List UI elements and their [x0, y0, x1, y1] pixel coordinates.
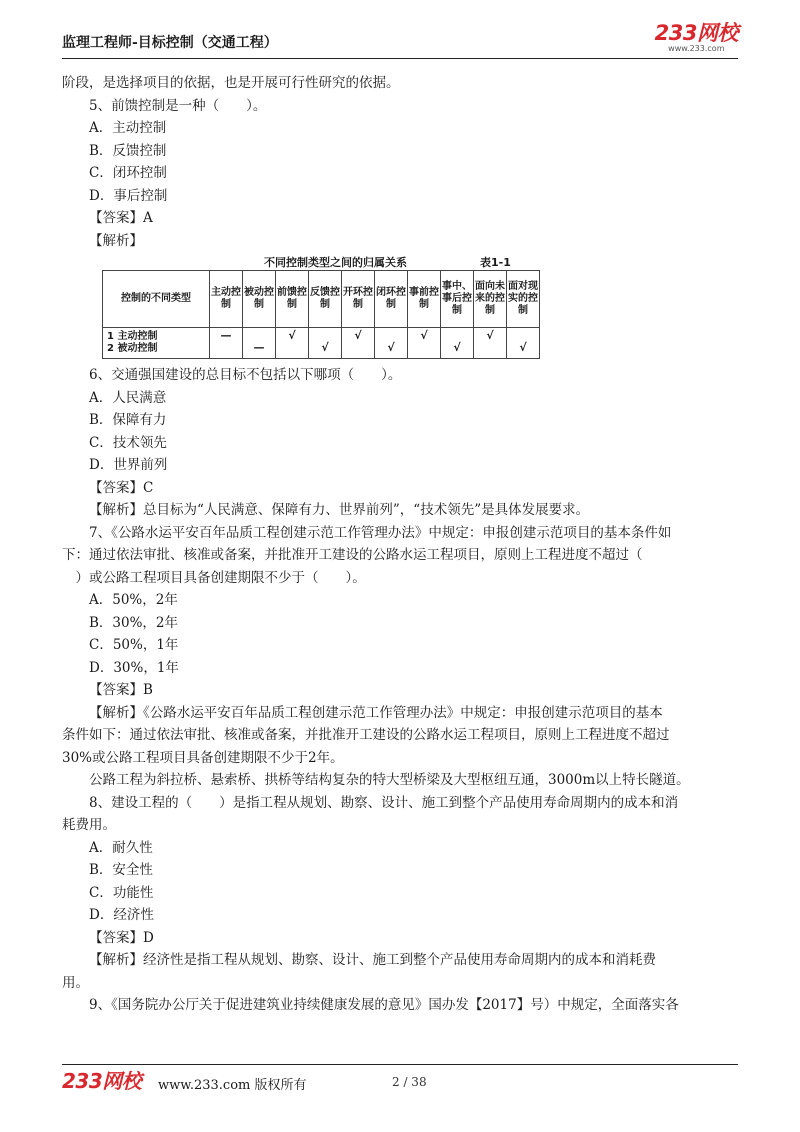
table-header-cell: 闭环控制	[375, 271, 408, 328]
mark: —	[253, 341, 265, 354]
answer: 【答案】C	[89, 479, 154, 496]
mark: —	[220, 329, 232, 342]
analysis-cont: 30%或公路工程项目具备创建期限不少于2年。	[62, 749, 344, 766]
option-d: D．事后控制	[89, 187, 168, 204]
mark: √	[486, 329, 494, 342]
table-cell	[243, 328, 276, 359]
option-d: D．经济性	[89, 907, 154, 923]
table-cell	[375, 328, 408, 359]
table-header-cell: 事中、事后控制	[441, 271, 474, 328]
table-cell	[507, 328, 540, 359]
option-a: A．人民满意	[89, 389, 167, 406]
table-header-cell: 面向未来的控制	[474, 271, 507, 328]
text-line: 阶段，是选择项目的依据，也是开展可行性研究的依据。	[62, 75, 400, 91]
mark: √	[387, 341, 395, 354]
mark: √	[519, 341, 527, 354]
table-cell	[342, 328, 375, 359]
question-9: 9、《国务院办公厅关于促进建筑业持续健康发展的意见》国办发【2017】号）中规定，全面落实各	[89, 997, 679, 1013]
row-labels	[103, 328, 210, 359]
analysis-cont: 用。	[62, 974, 89, 991]
option-a: A．耐久性	[89, 839, 153, 856]
header-divider	[62, 58, 738, 59]
option-b: B．保障有力	[89, 412, 167, 428]
control-types-figure	[62, 252, 738, 364]
table-header-cell: 控制的不同类型	[103, 271, 210, 328]
option-c: C．功能性	[89, 884, 154, 901]
header-title: 监理工程师-目标控制（交通工程）	[62, 35, 278, 51]
mark: √	[420, 329, 428, 342]
question-7: 7、《公路水运平安百年品质工程创建示范工作管理办法》中规定：申报创建示范项目的基本条件如	[89, 524, 672, 541]
question-7-cont: ）或公路工程项目具备创建期限不少于（ ）。	[62, 569, 366, 586]
footer-divider	[62, 1064, 738, 1065]
analysis: 【解析】《公路水运平安百年品质工程创建示范工作管理办法》中规定：申报创建示范项目的基本	[89, 704, 663, 721]
question-8-cont: 耗费用。	[62, 817, 116, 833]
logo-url: www.233.com	[668, 44, 725, 53]
analysis: 【解析】总目标为“人民满意、保障有力、世界前列”，“技术领先”是具体发展要求。	[89, 502, 590, 518]
row-label: 1 主动控制	[107, 331, 158, 342]
analysis-label: 【解析】	[89, 232, 143, 249]
answer: 【答案】B	[89, 682, 153, 698]
option-b: B．安全性	[89, 862, 153, 878]
table-header-cell: 面对现实的控制	[507, 271, 540, 328]
analysis: 【解析】经济性是指工程从规划、勘察、设计、施工到整个产品使用寿命周期内的成本和消耗费	[89, 952, 656, 968]
table-cell	[441, 328, 474, 359]
table-header-cell: 前馈控制	[276, 271, 309, 328]
table-cell	[309, 328, 342, 359]
option-c: C．技术领先	[89, 434, 167, 451]
brand-logo	[655, 22, 738, 53]
question-7-cont: 下：通过依法审批、核准或备案，并批准开工建设的公路水运工程项目，原则上工程进度不超过（	[62, 547, 643, 563]
table-cell	[276, 328, 309, 359]
answer: 【答案】D	[89, 929, 154, 946]
logo-text: 233网校	[654, 21, 738, 45]
table-row	[103, 328, 540, 359]
footer-logo: 233网校	[62, 1069, 142, 1093]
page-footer	[62, 1070, 738, 1092]
analysis-cont: 条件如下：通过依法审批、核准或备案，并批准开工建设的公路水运工程项目，原则上工程进度不超过	[62, 727, 670, 743]
document-body	[62, 72, 738, 1017]
table-header-cell: 开环控制	[342, 271, 375, 328]
option-c: C．闭环控制	[89, 165, 167, 181]
answer: 【答案】A	[89, 210, 153, 226]
option-c: C．50%，1年	[89, 637, 179, 653]
table-header-cell: 主动控制	[210, 271, 243, 328]
note: 公路工程为斜拉桥、悬索桥、拱桥等结构复杂的特大型桥梁及大型枢纽互通，3000m以上特长隧道。	[89, 772, 690, 788]
row-label: 2 被动控制	[107, 343, 158, 354]
mark: √	[321, 341, 329, 354]
table-cell	[408, 328, 441, 359]
option-a: A．50%，2年	[89, 592, 178, 608]
table-cell	[474, 328, 507, 359]
control-types-table	[102, 270, 540, 359]
mark: √	[354, 329, 362, 342]
option-b: B．反馈控制	[89, 142, 167, 159]
table-header-row	[103, 271, 540, 328]
mark: √	[453, 341, 461, 354]
option-d: D．30%，1年	[89, 659, 179, 676]
option-b: B．30%，2年	[89, 614, 179, 631]
table-header-cell: 反馈控制	[309, 271, 342, 328]
option-a: A．主动控制	[89, 120, 167, 136]
page-number: 2 / 38	[392, 1075, 427, 1089]
question-8: 8、建设工程的（ ）是指工程从规划、勘察、设计、施工到整个产品使用寿命周期内的成本和消	[89, 794, 679, 811]
option-d: D．世界前列	[89, 457, 168, 473]
table-cell	[210, 328, 243, 359]
footer-copyright: www.233.com 版权所有	[158, 1078, 307, 1093]
table-number: 表1-1	[480, 256, 511, 269]
table-title: 不同控制类型之间的归属关系	[264, 256, 407, 269]
table-header-cell: 被动控制	[243, 271, 276, 328]
question-5: 5、前馈控制是一种（ ）。	[89, 97, 267, 114]
table-header-cell: 事前控制	[408, 271, 441, 328]
question-6: 6、交通强国建设的总目标不包括以下哪项（ ）。	[89, 367, 402, 383]
mark: √	[288, 329, 296, 342]
page-header	[62, 22, 738, 58]
